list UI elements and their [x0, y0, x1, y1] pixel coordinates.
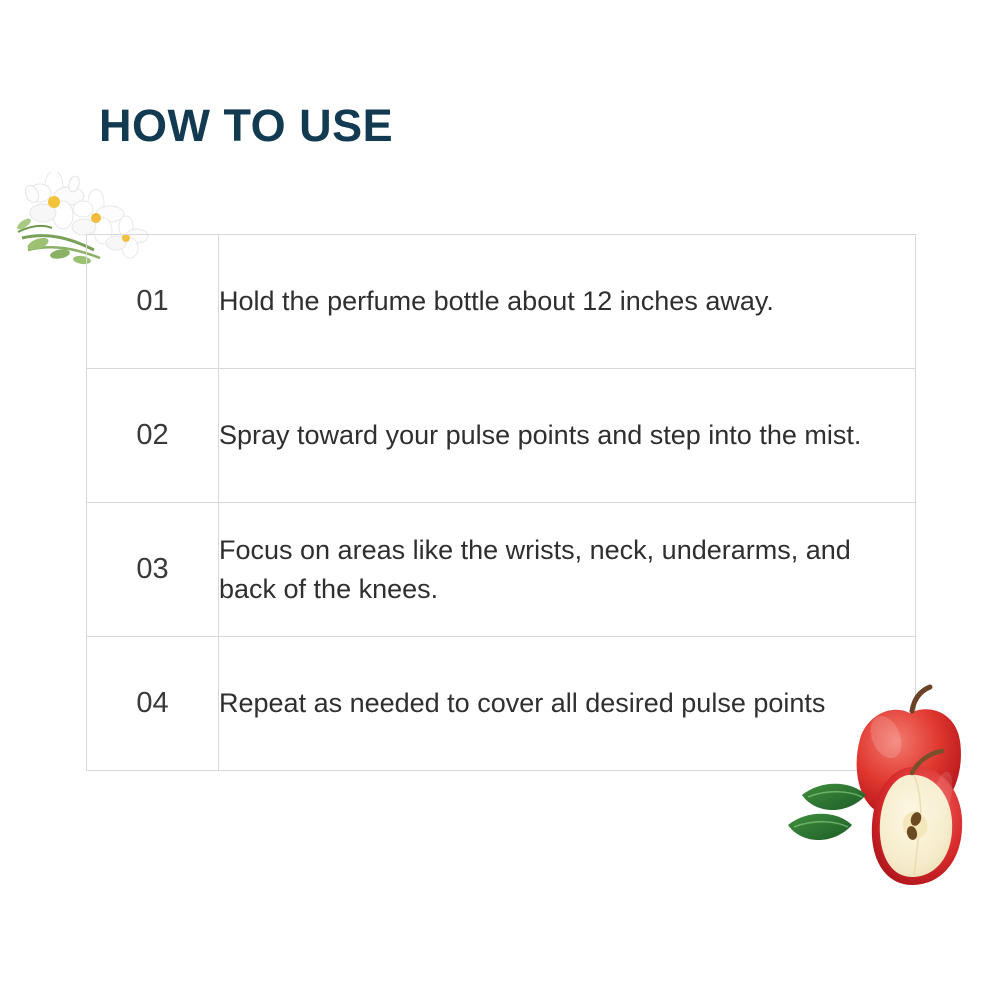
- table-row: [87, 235, 916, 369]
- step-number: 04: [87, 637, 219, 771]
- step-number: 02: [87, 369, 219, 503]
- step-number: 01: [87, 235, 219, 369]
- step-number: 03: [87, 503, 219, 637]
- step-text: Spray toward your pulse points and step into the mist.: [219, 369, 916, 503]
- step-text: Hold the perfume bottle about 12 inches away.: [219, 235, 916, 369]
- steps-table: [86, 234, 916, 771]
- page-title: HOW TO USE: [99, 100, 394, 151]
- table-row: [87, 503, 916, 637]
- step-text: Focus on areas like the wrists, neck, underarms, and back of the knees.: [219, 503, 916, 637]
- table-row: [87, 369, 916, 503]
- table-row: [87, 637, 916, 771]
- step-text: Repeat as needed to cover all desired pulse points: [219, 637, 916, 771]
